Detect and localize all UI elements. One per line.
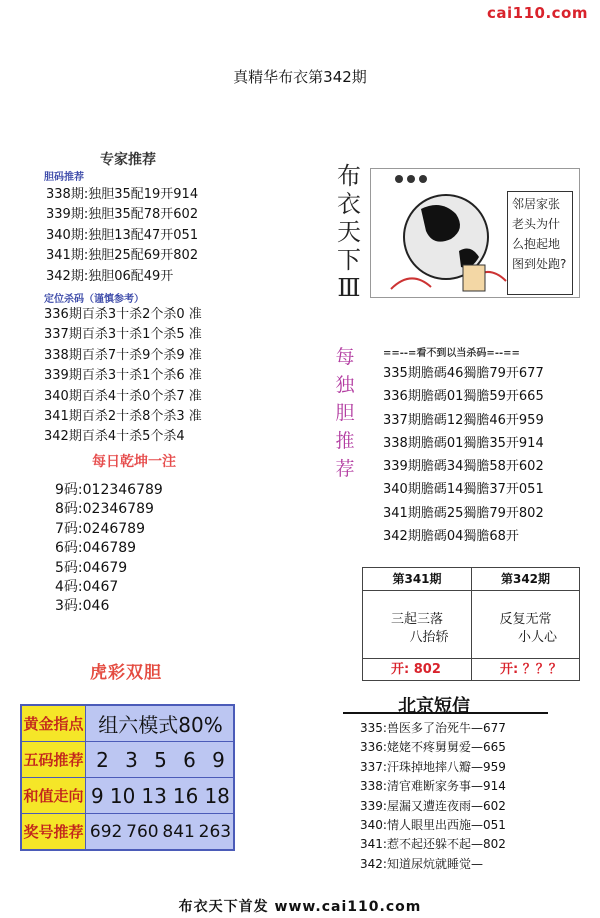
row-values <box>88 778 233 813</box>
row-values <box>88 706 233 741</box>
kill-subheading: 定位杀码（谨慎参考） <box>44 294 144 305</box>
row-label: 和值走向 <box>22 778 86 813</box>
speech-bubble: 邻居家张老头为什么抱起地图到处跑? <box>507 191 573 295</box>
list-item: 5码:04679 <box>55 559 128 576</box>
list-item: 337:汗珠掉地摔八瓣—959 <box>360 759 506 774</box>
list-item: 340期:独胆13配47开051 <box>46 227 199 243</box>
vertical-title-buyi: 布 衣 天 下 Ⅲ <box>337 162 361 302</box>
table-row <box>22 742 233 778</box>
cartoon-image <box>370 168 580 298</box>
cell: 16 <box>172 783 199 808</box>
cell: 9 <box>91 783 104 808</box>
list-item: 339:屋漏又遭连夜雨—602 <box>360 798 506 813</box>
cell: 692 <box>89 821 123 842</box>
list-item: 339期:独胆35配78开602 <box>46 207 199 223</box>
list-item: 341:惹不起还躲不起—802 <box>360 837 506 852</box>
list-item: 8码:02346789 <box>55 501 154 518</box>
cell: 5 <box>154 747 167 772</box>
list-item: 335:兽医多了治死牛—677 <box>360 721 506 735</box>
code-list <box>55 481 163 617</box>
table-row <box>22 814 233 849</box>
list-item: 340:情人眼里出西施—051 <box>360 818 506 833</box>
list-item: 337期百杀3十杀1个杀5 准 <box>44 327 202 343</box>
list-item: 339期膽碼34獨膽58开602 <box>383 459 544 475</box>
cell: 10 <box>109 783 136 808</box>
cell: 18 <box>204 783 230 808</box>
daily-section-title: 每日乾坤一注 <box>44 451 224 471</box>
beijing-sms-list <box>360 719 506 874</box>
row-label: 五码推荐 <box>22 742 86 777</box>
list-item: 341期百杀2十杀8个杀3 准 <box>44 409 202 425</box>
cell: 组六模式80% <box>98 713 223 737</box>
list-item: 335期膽碼46獨膽79开677 <box>383 366 544 381</box>
cell: 2 <box>96 747 109 772</box>
cell: 13 <box>141 783 167 808</box>
site-logo[interactable]: cai110.com <box>487 4 588 22</box>
list-item: 339期百杀3十杀1个杀6 准 <box>44 368 202 384</box>
list-item: 340期膽碼14獨膽37开051 <box>383 482 544 498</box>
list-item: 337期膽碼12獨膽46开959 <box>383 412 544 428</box>
riddle-box <box>362 567 580 681</box>
expert-section-title: 专家推荐 <box>100 152 156 168</box>
list-item: 6码:046789 <box>55 540 137 557</box>
cell: 841 <box>162 821 195 842</box>
table-row <box>22 778 233 814</box>
list-item: 342:知道尿炕就睡觉— <box>360 856 483 871</box>
list-item: 338:清官难断家务事—914 <box>360 779 506 794</box>
divider <box>343 712 548 714</box>
riddle-col-341: 第341期 三起三落 八抬轿 开: 802 <box>363 568 472 680</box>
footer-url[interactable]: 布衣天下首发 www.cai110.com <box>178 899 422 915</box>
list-item: 336:姥姥不疼舅舅爱—665 <box>360 740 506 755</box>
list-item: 341期:独胆25配69开802 <box>46 248 199 264</box>
list-item: 340期百杀4十杀0个杀7 准 <box>44 388 202 404</box>
cell: 3 <box>125 747 138 772</box>
list-item: 338期膽碼01獨膽35开914 <box>383 435 544 451</box>
row-label: 奖号推荐 <box>22 814 86 849</box>
kill-list <box>44 305 202 448</box>
list-item: 342期:独胆06配49开 <box>46 268 174 284</box>
page-title: 真精华布衣第342期 <box>233 68 367 86</box>
vertical-title-daily-dan: 每 独 胆 推 荐 <box>335 346 355 480</box>
cell: 263 <box>198 821 232 842</box>
table-row <box>22 706 233 742</box>
row-values <box>88 814 233 849</box>
must-header: ==--=看不到以当杀码=--== <box>383 348 520 359</box>
dan-history-list <box>383 362 544 548</box>
cell: 760 <box>126 821 159 842</box>
recommendation-table <box>20 704 235 851</box>
dan-subheading: 胆码推荐 <box>44 172 84 183</box>
list-item: 342期百杀4十杀5个杀4 <box>44 429 185 445</box>
dan-list <box>46 185 198 287</box>
riddle-col-342: 第342期 反复无常 小人心 开: ？？？ <box>472 568 579 680</box>
list-item: 7码:0246789 <box>55 520 145 537</box>
row-label: 黄金指点 <box>22 706 86 741</box>
cell: 6 <box>183 747 196 772</box>
list-item: 4码:0467 <box>55 579 119 596</box>
row-values <box>88 742 233 777</box>
list-item: 342期膽碼04獨膽68开 <box>383 529 519 545</box>
list-item: 341期膽碼25獨膽79开802 <box>383 505 544 521</box>
cell: 9 <box>212 747 225 772</box>
list-item: 3码:046 <box>55 598 110 615</box>
tiger-section-title: 虎彩双胆 <box>90 663 162 683</box>
list-item: 336期膽碼01獨膽59开665 <box>383 389 544 405</box>
list-item: 338期百杀7十杀9个杀9 准 <box>44 347 202 363</box>
list-item: 9码:012346789 <box>55 482 163 498</box>
list-item: 338期:独胆35配19开914 <box>46 187 199 202</box>
list-item: 336期百杀3十杀2个杀0 准 <box>44 307 202 322</box>
beijing-sms-title: 北京短信 <box>398 696 470 717</box>
